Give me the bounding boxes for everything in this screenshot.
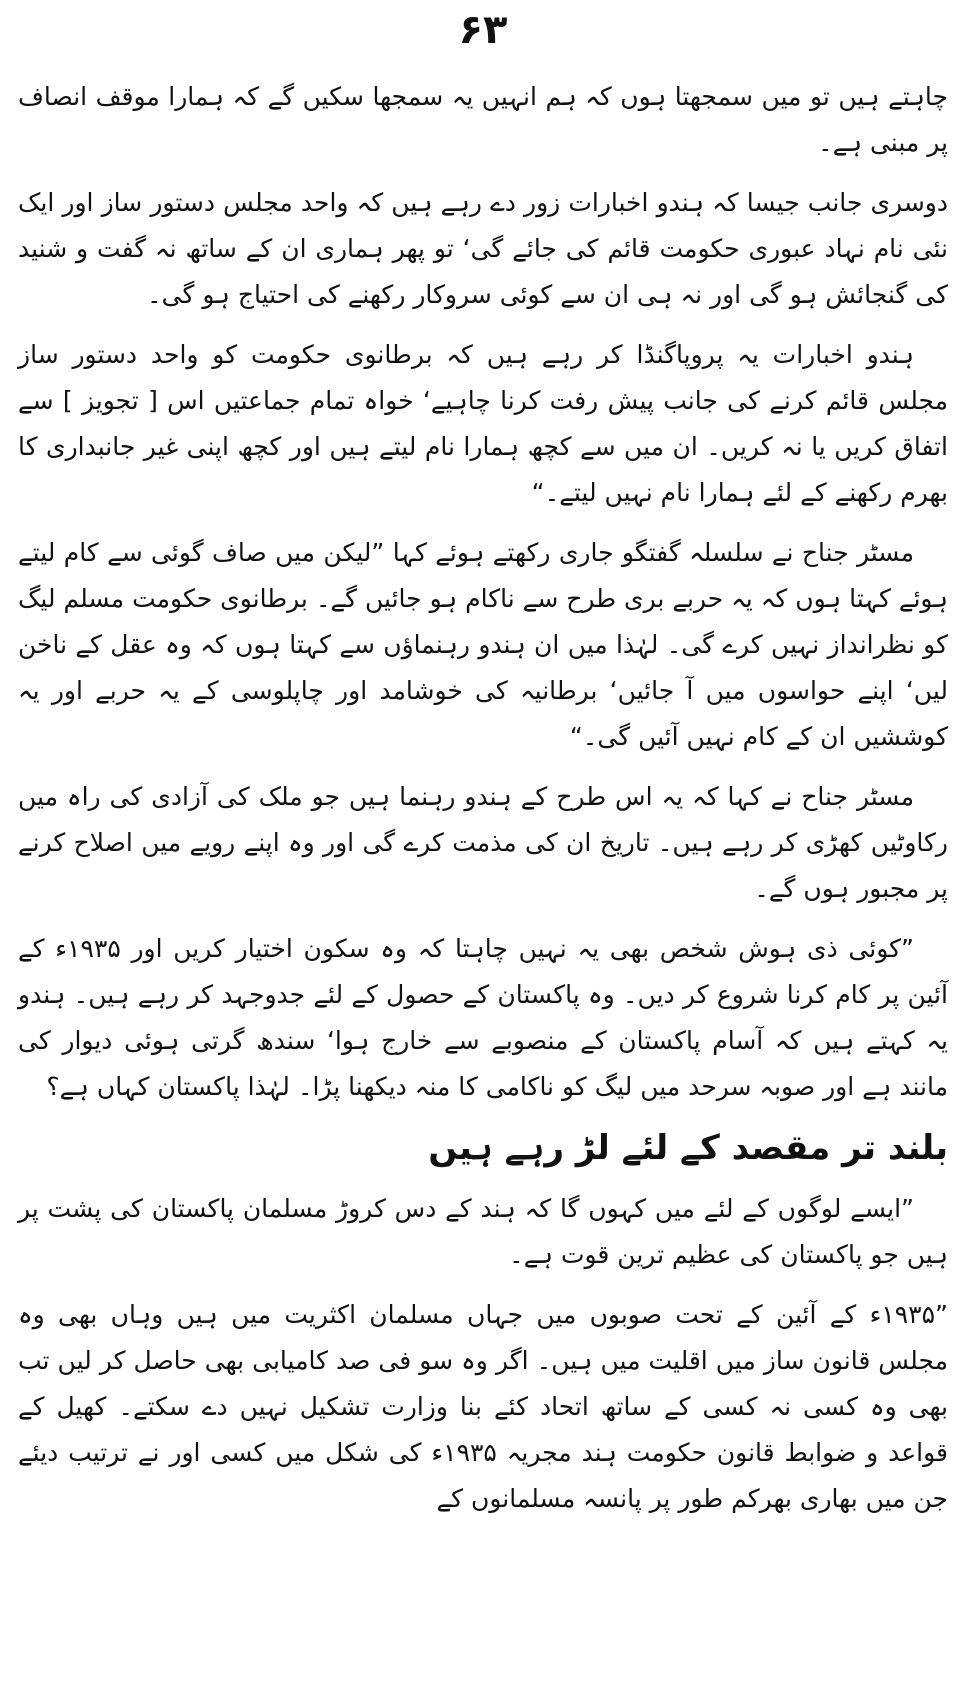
book-page <box>18 0 948 1700</box>
paragraph: دوسری جانب جیسا کہ ہندو اخبارات زور دے رہے ہیں کہ واحد مجلس دستور ساز اور ایک نئی نام نہاد عبوری حکومت قائم کی جائے گی‘ تو پھر ہماری ان کے ساتھ نہ گفت و شنید کی گنجائش ہو گی اور نہ ہی ان سے کوئی سروکار رکھنے کی احتیاج ہو گی۔ <box>18 188 948 309</box>
paragraph: ”۱۹۳۵ء کے آئین کے تحت صوبوں میں جہاں مسلمان اکثریت میں ہیں وہاں بھی وہ مجلس قانون ساز میں اقلیت میں ہیں۔ اگر وہ سو فی صد کامیابی بھی حاصل کر لیں تب بھی وہ کسی نہ کسی کے ساتھ اتحاد کئے بنا وزارت تشکیل نہیں دے سکتے۔ کھیل کے قواعد و ضوابط قانون حکومت ہند مجریہ ۱۹۳۵ء کی شکل میں کسی اور نے ترتیب دیئے جن میں بھاری بھرکم طور پر پانسہ مسلمانوں کے <box>18 1300 948 1513</box>
paragraph: ”ایسے لوگوں کے لئے میں کہوں گا کہ ہند کے دس کروڑ مسلمان پاکستان کی پشت پر ہیں جو پاکستان کی عظیم ترین قوت ہے۔ <box>18 1194 948 1269</box>
paragraph: ”کوئی ذی ہوش شخص بھی یہ نہیں چاہتا کہ وہ سکون اختیار کریں اور ۱۹۳۵ء کے آئین پر کام کرنا شروع کر دیں۔ وہ پاکستان کے حصول کے لئے جدوجہد کر رہے ہیں۔ ہندو یہ کہتے ہیں کہ آسام پاکستان کے منصوبے سے خارج ہوا‘ سندھ گرتی ہوئی دیوار کی مانند ہے اور صوبہ سرحد میں لیگ کو ناکامی کا منہ دیکھنا پڑا۔ لہٰذا پاکستان کہاں ہے؟ <box>18 934 948 1101</box>
body-text <box>18 74 948 1536</box>
section-heading: بلند تر مقصد کے لئے لڑ رہے ہیں <box>428 1128 948 1168</box>
paragraph: مسٹر جناح نے سلسلہ گفتگو جاری رکھتے ہوئے کہا ”لیکن میں صاف گوئی سے کام لیتے ہوئے کہتا ہوں کہ یہ حربے بری طرح سے ناکام ہو جائیں گے۔ برطانوی حکومت مسلم لیگ کو نظرانداز نہیں کرے گی۔ لہٰذا میں ان ہندو رہنماؤں سے کہتا ہوں کہ وہ عقل کے ناخن لیں‘ اپنے حواسوں میں آ جائیں‘ برطانیہ کی خوشامد اور چاپلوسی کے یہ حربے اور یہ کوششیں ان کے کام نہیں آئیں گی۔“ <box>18 538 948 751</box>
page-number: ۶۳ <box>458 7 508 53</box>
paragraph: ہندو اخبارات یہ پروپاگنڈا کر رہے ہیں کہ برطانوی حکومت کو واحد دستور ساز مجلس قائم کرنے کی جانب پیش رفت کرنا چاہیے‘ خواہ تمام جماعتیں اس [ تجویز ] سے اتفاق کریں یا نہ کریں۔ ان میں سے کچھ ہمارا نام لیتے ہیں اور کچھ اپنی غیر جانبداری کا بھرم رکھنے کے لئے ہمارا نام نہیں لیتے۔“ <box>18 340 948 507</box>
paragraph: چاہتے ہیں تو میں سمجھتا ہوں کہ ہم انہیں یہ سمجھا سکیں گے کہ ہمارا موقف انصاف پر مبنی ہے۔ <box>18 82 948 157</box>
paragraph: مسٹر جناح نے کہا کہ یہ اس طرح کے ہندو رہنما ہیں جو ملک کی آزادی کی راہ میں رکاوٹیں کھڑی کر رہے ہیں۔ تاریخ ان کی مذمت کرے گی اور وہ اپنے رویے میں اصلاح کرنے پر مجبور ہوں گے۔ <box>18 782 948 903</box>
